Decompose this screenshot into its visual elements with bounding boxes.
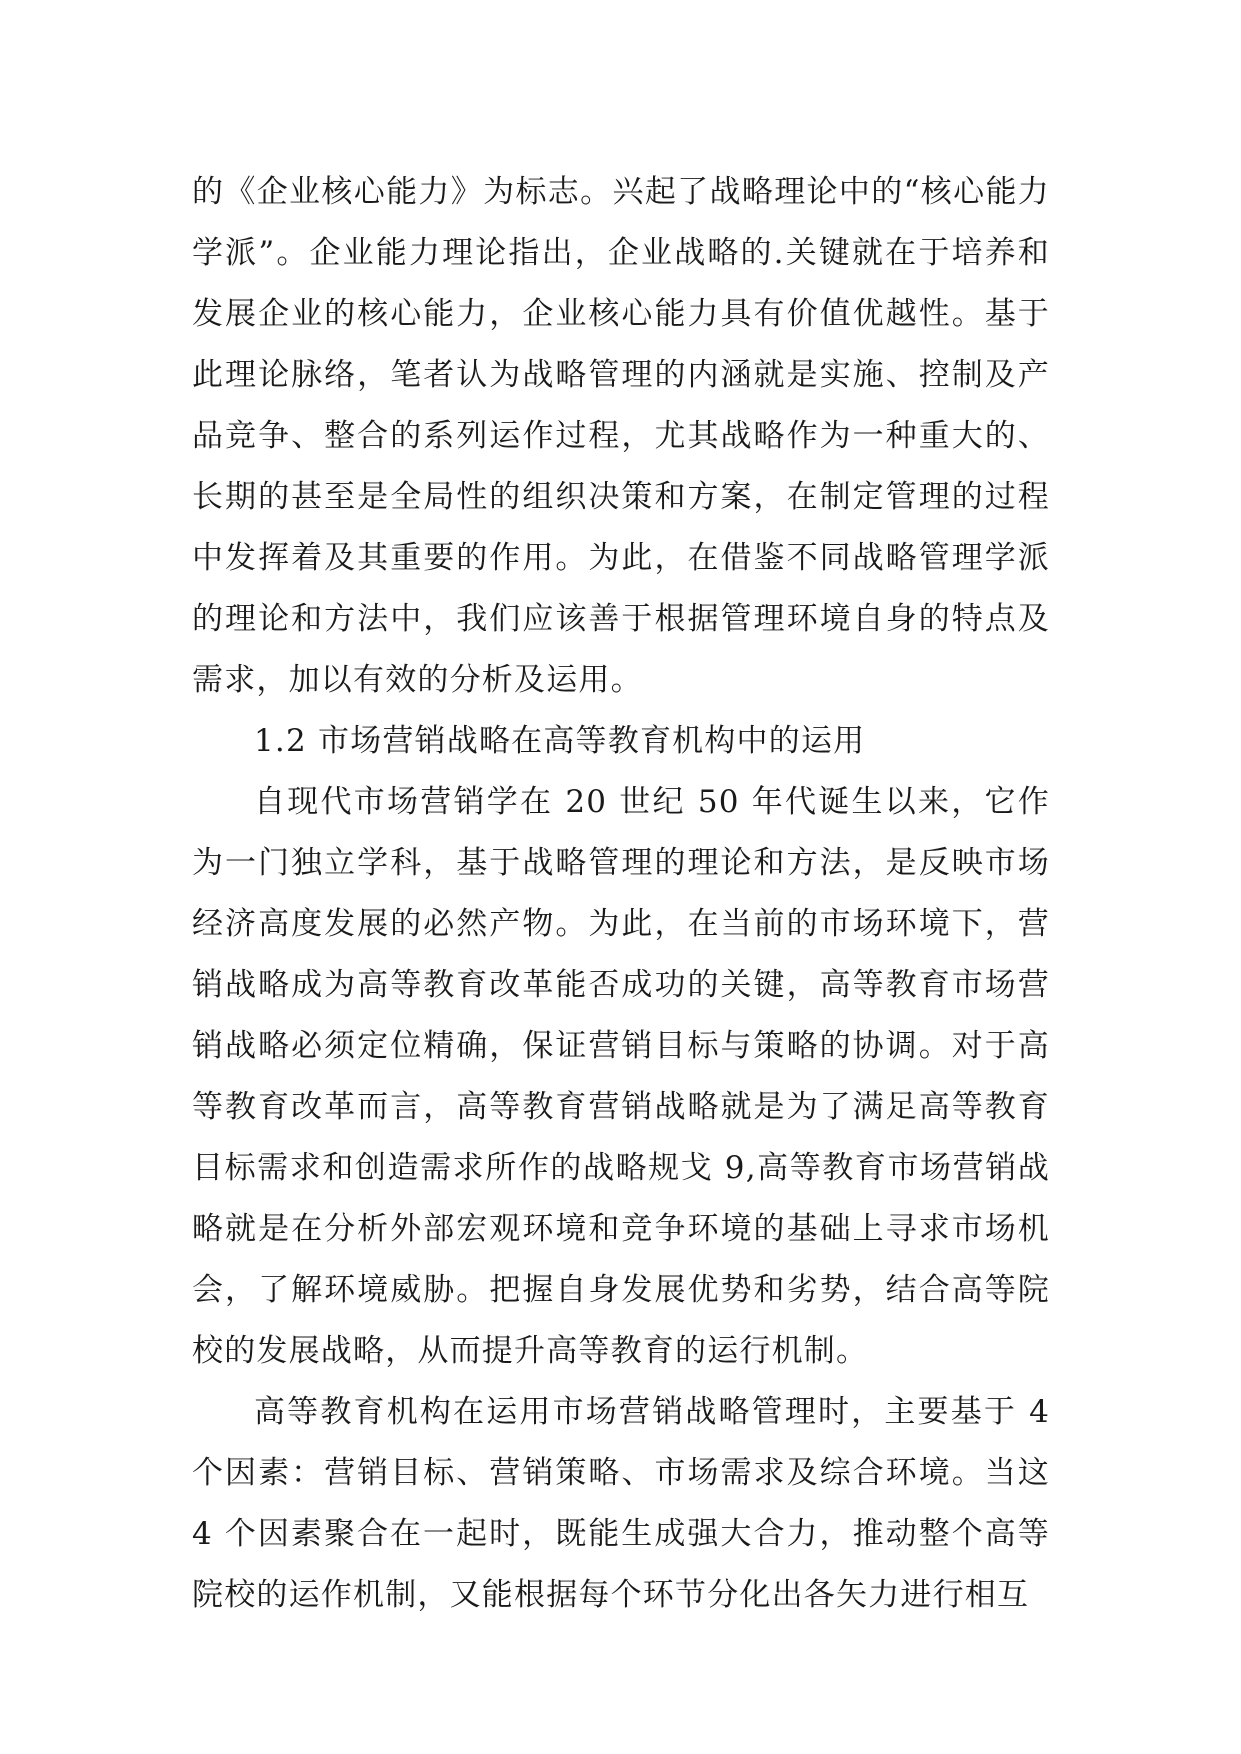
paragraph-four-factors: 高等教育机构在运用市场营销战略管理时，主要基于 4 个因素：营销目标、营销策略、市场需求及综合环境。当这 4 个因素聚合在一起时，既能生成强大合力，推动整个高等院校的运作机制，又能根据每个环节分化出各矢力进行相互 <box>192 1394 1050 1613</box>
paragraph-marketing-history: 自现代市场营销学在 20 世纪 50 年代诞生以来，它作为一门独立学科，基于战略管理的理论和方法，是反映市场经济高度发展的必然产物。为此，在当前的市场环境下，营销战略成为高等教育改革能否成功的关键，高等教育市场营销战略必须定位精确，保证营销目标与策略的协调。对于高等教育改革而言，高等教育营销战略就是为了满足高等教育目标需求和创造需求所作的战略规戈 9,高等教育市场营销战略就是在分析外部宏观环境和竞争环境的基础上寻求市场机会，了解环境威胁。把握自身发展优势和劣势，结合高等院校的发展战略，从而提升高等教育的运行机制。 <box>192 784 1050 1369</box>
paragraph-continuation: 的《企业核心能力》为标志。兴起了战略理论中的“核心能力学派”。企业能力理论指出，企业战略的.关键就在于培养和发展企业的核心能力，企业核心能力具有价值优越性。基于此理论脉络，笔者认为战略管理的内涵就是实施、控制及产品竞争、整合的系列运作过程，尤其战略作为一种重大的、长期的甚至是全局性的组织决策和方案，在制定管理的过程中发挥着及其重要的作用。为此，在借鉴不同战略管理学派的理论和方法中，我们应该善于根据管理环境自身的特点及需求，加以有效的分析及运用。 <box>192 174 1050 698</box>
document-body <box>192 162 1050 1626</box>
section-heading: 1.2 市场营销战略在高等教育机构中的运用 <box>254 723 866 759</box>
